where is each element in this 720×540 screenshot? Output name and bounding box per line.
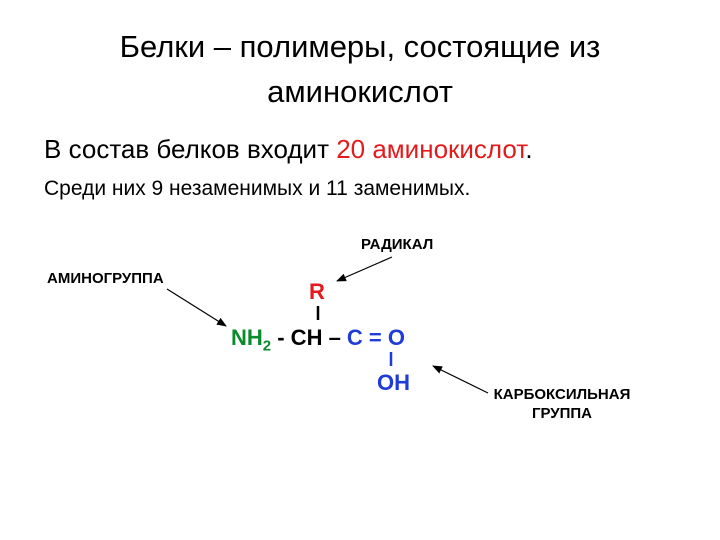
amino-group-symbol <box>231 325 272 355</box>
nh-symbol: NH <box>231 325 263 350</box>
radical-arrow <box>337 257 392 281</box>
carboxyl-oxygen-symbol: = O <box>362 325 405 350</box>
radical-symbol: R <box>309 279 325 304</box>
hydroxyl-symbol: OH <box>377 370 410 395</box>
amino-arrow <box>167 289 226 326</box>
carboxyl-label-line2: ГРУППА <box>531 405 593 422</box>
count-prefix: В состав белков входит <box>44 134 337 164</box>
ch-symbol: - CH – <box>271 325 347 350</box>
slide-title: Белки – полимеры, состоящие из аминокислот <box>119 29 601 109</box>
essential-count-line: Среди них 9 незаменимых и 11 заменимых. <box>44 177 471 200</box>
amino-acid-count-line <box>44 132 533 166</box>
carboxyl-label-line1: КАРБОКСИЛЬНАЯ <box>493 386 631 403</box>
formula-main <box>231 325 405 359</box>
count-highlight: 20 аминокислот <box>336 134 526 164</box>
amino-group-label: АМИНОГРУППА <box>47 270 164 287</box>
radical-label: РАДИКАЛ <box>361 236 434 253</box>
carboxyl-group-label <box>478 385 646 423</box>
carboxyl-carbon-symbol: C <box>346 325 363 350</box>
count-suffix: . <box>525 134 533 164</box>
nh-subscript: 2 <box>262 337 272 355</box>
